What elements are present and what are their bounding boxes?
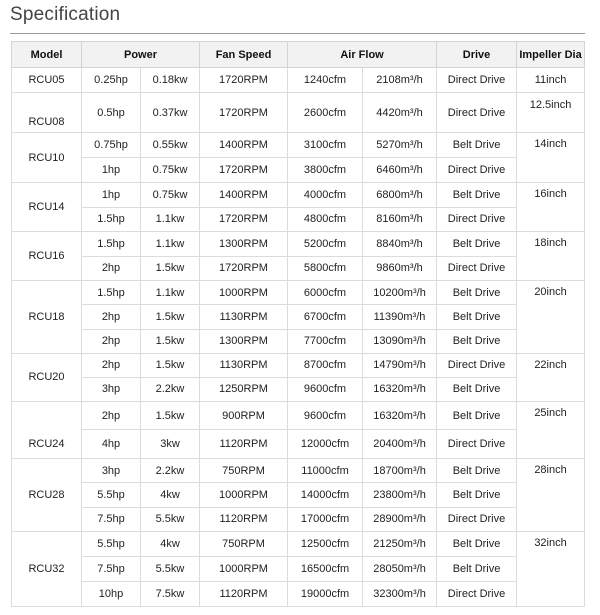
- cell-fan-speed: 1720RPM: [200, 256, 288, 281]
- cell-airflow-cfm: 7700cfm: [288, 329, 363, 353]
- cell-airflow-cfm: 12500cfm: [288, 531, 363, 556]
- cell-power-hp: 2hp: [82, 256, 141, 281]
- cell-power-hp: 0.5hp: [82, 93, 141, 133]
- cell-drive: Belt Drive: [437, 401, 517, 430]
- cell-airflow-m3h: 2108m³/h: [363, 68, 437, 93]
- table-header-row: [12, 42, 585, 68]
- cell-fan-speed: 1250RPM: [200, 377, 288, 401]
- cell-drive: Direct Drive: [437, 430, 517, 459]
- table-row: [12, 133, 585, 158]
- cell-fan-speed: 750RPM: [200, 531, 288, 556]
- cell-model: RCU28: [12, 458, 82, 531]
- cell-power-hp: 1.5hp: [82, 232, 141, 257]
- cell-power-hp: 3hp: [82, 377, 141, 401]
- cell-airflow-m3h: 16320m³/h: [363, 377, 437, 401]
- cell-impeller-dia: 20inch: [517, 281, 585, 354]
- cell-drive: Direct Drive: [437, 353, 517, 377]
- cell-drive: Belt Drive: [437, 281, 517, 305]
- cell-model: RCU20: [12, 353, 82, 401]
- cell-fan-speed: 1130RPM: [200, 353, 288, 377]
- cell-impeller-dia: 18inch: [517, 232, 585, 281]
- cell-model: RCU14: [12, 183, 82, 232]
- cell-airflow-m3h: 6800m³/h: [363, 183, 437, 208]
- cell-airflow-m3h: 4420m³/h: [363, 93, 437, 133]
- cell-power-kw: 2.2kw: [141, 458, 200, 482]
- cell-airflow-cfm: 9600cfm: [288, 401, 363, 430]
- cell-fan-speed: 1120RPM: [200, 581, 288, 606]
- table-row: [12, 458, 585, 482]
- cell-airflow-cfm: 4800cfm: [288, 207, 363, 232]
- cell-impeller-dia: 14inch: [517, 133, 585, 183]
- cell-impeller-dia: 32inch: [517, 531, 585, 606]
- header-air-flow: Air Flow: [288, 42, 437, 68]
- cell-airflow-m3h: 8160m³/h: [363, 207, 437, 232]
- cell-power-kw: 4kw: [141, 483, 200, 507]
- cell-power-kw: 3kw: [141, 430, 200, 459]
- table-row: [12, 93, 585, 133]
- table-row: [12, 68, 585, 93]
- cell-model: RCU24: [12, 401, 82, 458]
- cell-airflow-cfm: 3100cfm: [288, 133, 363, 158]
- cell-power-kw: 1.1kw: [141, 232, 200, 257]
- cell-power-kw: 1.5kw: [141, 256, 200, 281]
- cell-impeller-dia: 11inch: [517, 68, 585, 93]
- cell-model: RCU05: [12, 68, 82, 93]
- cell-airflow-m3h: 8840m³/h: [363, 232, 437, 257]
- table-row: [12, 183, 585, 208]
- table-row: [12, 531, 585, 556]
- cell-airflow-m3h: 20400m³/h: [363, 430, 437, 459]
- cell-airflow-m3h: 5270m³/h: [363, 133, 437, 158]
- header-impeller-dia: Impeller Dia: [517, 42, 585, 68]
- cell-drive: Direct Drive: [437, 158, 517, 183]
- cell-drive: Direct Drive: [437, 581, 517, 606]
- cell-power-hp: 7.5hp: [82, 507, 141, 531]
- cell-fan-speed: 1120RPM: [200, 507, 288, 531]
- cell-airflow-cfm: 5200cfm: [288, 232, 363, 257]
- cell-drive: Belt Drive: [437, 329, 517, 353]
- table-row: [12, 507, 585, 531]
- title-divider: [10, 33, 585, 34]
- cell-fan-speed: 1300RPM: [200, 232, 288, 257]
- page-title: Specification: [10, 4, 121, 25]
- cell-fan-speed: 750RPM: [200, 458, 288, 482]
- cell-impeller-dia: 22inch: [517, 353, 585, 401]
- cell-power-hp: 0.25hp: [82, 68, 141, 93]
- cell-airflow-cfm: 6700cfm: [288, 305, 363, 329]
- table-row: [12, 158, 585, 183]
- header-model: Model: [12, 42, 82, 68]
- cell-model: RCU18: [12, 281, 82, 354]
- cell-airflow-m3h: 13090m³/h: [363, 329, 437, 353]
- cell-drive: Direct Drive: [437, 93, 517, 133]
- cell-airflow-m3h: 9860m³/h: [363, 256, 437, 281]
- table-row: [12, 305, 585, 329]
- cell-drive: Belt Drive: [437, 556, 517, 581]
- cell-power-kw: 1.5kw: [141, 329, 200, 353]
- cell-impeller-dia: 28inch: [517, 458, 585, 531]
- cell-power-kw: 1.5kw: [141, 305, 200, 329]
- cell-power-kw: 7.5kw: [141, 581, 200, 606]
- cell-airflow-cfm: 17000cfm: [288, 507, 363, 531]
- header-fan-speed: Fan Speed: [200, 42, 288, 68]
- cell-power-hp: 7.5hp: [82, 556, 141, 581]
- cell-drive: Direct Drive: [437, 256, 517, 281]
- cell-fan-speed: 1000RPM: [200, 281, 288, 305]
- cell-airflow-cfm: 14000cfm: [288, 483, 363, 507]
- cell-airflow-m3h: 28050m³/h: [363, 556, 437, 581]
- cell-power-hp: 3hp: [82, 458, 141, 482]
- cell-drive: Direct Drive: [437, 507, 517, 531]
- cell-power-kw: 1.1kw: [141, 207, 200, 232]
- cell-fan-speed: 1400RPM: [200, 133, 288, 158]
- cell-airflow-cfm: 19000cfm: [288, 581, 363, 606]
- table-row: [12, 353, 585, 377]
- cell-fan-speed: 1120RPM: [200, 430, 288, 459]
- cell-model: RCU08: [12, 93, 82, 133]
- table-row: [12, 401, 585, 430]
- cell-airflow-cfm: 2600cfm: [288, 93, 363, 133]
- cell-airflow-cfm: 1240cfm: [288, 68, 363, 93]
- cell-airflow-cfm: 11000cfm: [288, 458, 363, 482]
- cell-power-hp: 2hp: [82, 329, 141, 353]
- cell-fan-speed: 1400RPM: [200, 183, 288, 208]
- cell-drive: Belt Drive: [437, 183, 517, 208]
- cell-power-kw: 5.5kw: [141, 507, 200, 531]
- header-drive: Drive: [437, 42, 517, 68]
- cell-fan-speed: 1720RPM: [200, 93, 288, 133]
- cell-model: RCU32: [12, 531, 82, 606]
- cell-drive: Direct Drive: [437, 68, 517, 93]
- cell-airflow-cfm: 4000cfm: [288, 183, 363, 208]
- cell-power-hp: 0.75hp: [82, 133, 141, 158]
- cell-airflow-m3h: 28900m³/h: [363, 507, 437, 531]
- cell-airflow-m3h: 11390m³/h: [363, 305, 437, 329]
- table-row: [12, 256, 585, 281]
- cell-power-hp: 1hp: [82, 158, 141, 183]
- cell-airflow-cfm: 16500cfm: [288, 556, 363, 581]
- cell-model: RCU16: [12, 232, 82, 281]
- cell-drive: Belt Drive: [437, 531, 517, 556]
- cell-airflow-m3h: 21250m³/h: [363, 531, 437, 556]
- cell-airflow-cfm: 9600cfm: [288, 377, 363, 401]
- cell-fan-speed: 1130RPM: [200, 305, 288, 329]
- table-row: [12, 430, 585, 459]
- cell-drive: Belt Drive: [437, 305, 517, 329]
- cell-power-kw: 1.1kw: [141, 281, 200, 305]
- table-row: [12, 207, 585, 232]
- cell-power-kw: 4kw: [141, 531, 200, 556]
- cell-power-kw: 0.37kw: [141, 93, 200, 133]
- cell-airflow-m3h: 23800m³/h: [363, 483, 437, 507]
- cell-drive: Belt Drive: [437, 133, 517, 158]
- cell-airflow-m3h: 16320m³/h: [363, 401, 437, 430]
- cell-fan-speed: 1720RPM: [200, 68, 288, 93]
- table-row: [12, 377, 585, 401]
- cell-fan-speed: 1000RPM: [200, 556, 288, 581]
- cell-drive: Belt Drive: [437, 483, 517, 507]
- cell-airflow-m3h: 32300m³/h: [363, 581, 437, 606]
- table-row: [12, 581, 585, 606]
- cell-fan-speed: 1300RPM: [200, 329, 288, 353]
- cell-power-hp: 2hp: [82, 353, 141, 377]
- cell-drive: Belt Drive: [437, 377, 517, 401]
- cell-power-hp: 5.5hp: [82, 531, 141, 556]
- cell-model: RCU10: [12, 133, 82, 183]
- cell-airflow-m3h: 10200m³/h: [363, 281, 437, 305]
- cell-fan-speed: 900RPM: [200, 401, 288, 430]
- cell-power-hp: 10hp: [82, 581, 141, 606]
- cell-power-kw: 0.75kw: [141, 183, 200, 208]
- cell-power-kw: 1.5kw: [141, 353, 200, 377]
- cell-drive: Belt Drive: [437, 232, 517, 257]
- cell-airflow-m3h: 18700m³/h: [363, 458, 437, 482]
- cell-airflow-cfm: 5800cfm: [288, 256, 363, 281]
- cell-power-kw: 0.18kw: [141, 68, 200, 93]
- header-power: Power: [82, 42, 200, 68]
- table-row: [12, 232, 585, 257]
- cell-airflow-m3h: 14790m³/h: [363, 353, 437, 377]
- cell-power-kw: 0.55kw: [141, 133, 200, 158]
- cell-drive: Direct Drive: [437, 207, 517, 232]
- table-row: [12, 556, 585, 581]
- cell-impeller-dia: 12.5inch: [517, 93, 585, 133]
- cell-impeller-dia: 25inch: [517, 401, 585, 458]
- cell-power-kw: 2.2kw: [141, 377, 200, 401]
- cell-fan-speed: 1720RPM: [200, 207, 288, 232]
- cell-airflow-cfm: 12000cfm: [288, 430, 363, 459]
- cell-impeller-dia: 16inch: [517, 183, 585, 232]
- cell-fan-speed: 1720RPM: [200, 158, 288, 183]
- cell-power-hp: 1.5hp: [82, 281, 141, 305]
- cell-power-kw: 1.5kw: [141, 401, 200, 430]
- cell-airflow-cfm: 3800cfm: [288, 158, 363, 183]
- cell-airflow-m3h: 6460m³/h: [363, 158, 437, 183]
- table-row: [12, 281, 585, 305]
- cell-power-kw: 5.5kw: [141, 556, 200, 581]
- cell-power-hp: 1hp: [82, 183, 141, 208]
- cell-power-hp: 1.5hp: [82, 207, 141, 232]
- cell-power-hp: 2hp: [82, 305, 141, 329]
- table-row: [12, 483, 585, 507]
- cell-fan-speed: 1000RPM: [200, 483, 288, 507]
- cell-power-hp: 4hp: [82, 430, 141, 459]
- cell-drive: Belt Drive: [437, 458, 517, 482]
- cell-airflow-cfm: 8700cfm: [288, 353, 363, 377]
- cell-power-kw: 0.75kw: [141, 158, 200, 183]
- table-row: [12, 329, 585, 353]
- cell-airflow-cfm: 6000cfm: [288, 281, 363, 305]
- cell-power-hp: 5.5hp: [82, 483, 141, 507]
- cell-power-hp: 2hp: [82, 401, 141, 430]
- specification-table: [11, 41, 585, 607]
